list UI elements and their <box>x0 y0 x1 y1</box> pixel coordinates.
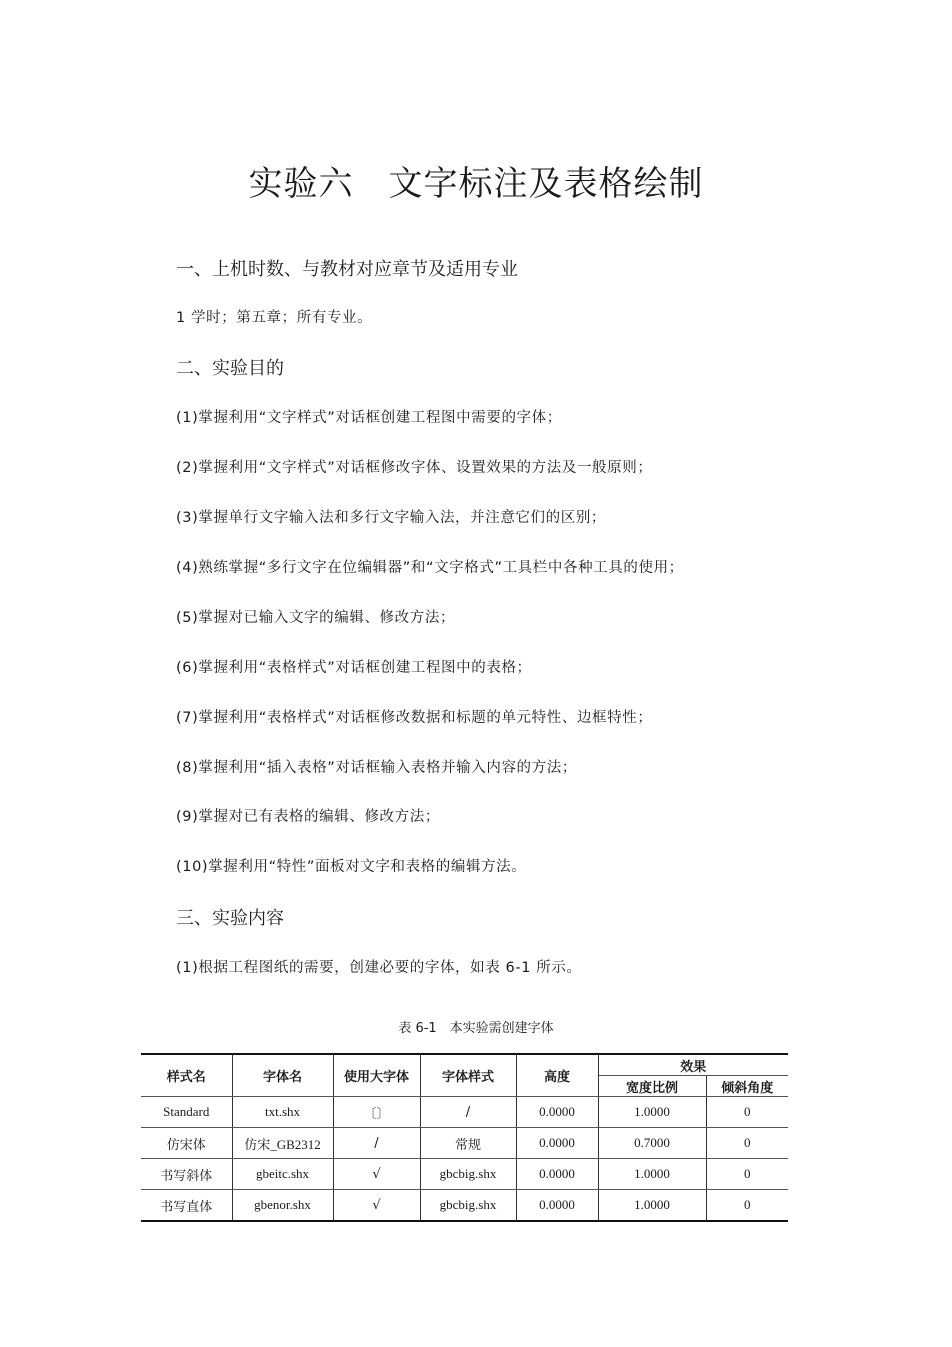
cell-style-name: Standard <box>141 1097 232 1128</box>
cell-big-font: √ <box>333 1159 420 1190</box>
cell-height: 0.0000 <box>516 1097 598 1128</box>
cell-style-name: 书写直体 <box>141 1190 232 1222</box>
cell-oblique-angle: 0 <box>706 1190 788 1222</box>
header-effect: 效果 <box>598 1054 788 1076</box>
objective-item: (1)掌握利用“文字样式”对话框创建工程图中需要的字体； <box>176 410 562 426</box>
table-row <box>141 1159 788 1190</box>
cell-width-factor: 1.0000 <box>598 1097 706 1128</box>
cell-width-factor: 0.7000 <box>598 1128 706 1159</box>
section-heading-hours: 一、上机时数、与教材对应章节及适用专业 <box>176 259 518 280</box>
cell-oblique-angle: 0 <box>706 1128 788 1159</box>
objective-item: (8)掌握利用“插入表格”对话框输入表格并输入内容的方法； <box>176 760 577 776</box>
header-font-style: 字体样式 <box>420 1054 516 1097</box>
cell-font-name: gbenor.shx <box>232 1190 333 1222</box>
cell-big-font: √ <box>333 1190 420 1222</box>
cell-height: 0.0000 <box>516 1159 598 1190</box>
cell-height: 0.0000 <box>516 1190 598 1222</box>
header-style-name: 样式名 <box>141 1054 232 1097</box>
cell-height: 0.0000 <box>516 1128 598 1159</box>
cell-font-name: txt.shx <box>232 1097 333 1128</box>
cell-font-name: gbeitc.shx <box>232 1159 333 1190</box>
objective-item: (7)掌握利用“表格样式”对话框修改数据和标题的单元特性、边框特性； <box>176 710 653 726</box>
cell-width-factor: 1.0000 <box>598 1159 706 1190</box>
header-oblique-angle: 倾斜角度 <box>706 1076 788 1097</box>
content-text: (1)根据工程图纸的需要，创建必要的字体，如表 6-1 所示。 <box>176 960 582 976</box>
section-heading-content: 三、实验内容 <box>176 908 284 929</box>
cell-font-style: gbcbig.shx <box>420 1190 516 1222</box>
page-title: 实验六 文字标注及表格绘制 <box>248 164 704 204</box>
table-row <box>141 1190 788 1222</box>
objective-item: (5)掌握对已输入文字的编辑、修改方法； <box>176 610 456 626</box>
header-height: 高度 <box>516 1054 598 1097</box>
objective-item: (10)掌握利用“特性”面板对文字和表格的编辑方法。 <box>176 859 527 875</box>
cell-big-font: / <box>333 1128 420 1159</box>
objective-item: (4)熟练掌握“多行文字在位编辑器”和“文字格式”工具栏中各种工具的使用； <box>176 560 684 576</box>
cell-oblique-angle: 0 <box>706 1159 788 1190</box>
cell-font-style: / <box>420 1097 516 1128</box>
objective-item: (2)掌握利用“文字样式”对话框修改字体、设置效果的方法及一般原则； <box>176 460 653 476</box>
table-caption: 表 6-1 本实验需创建字体 <box>398 1021 554 1036</box>
cell-style-name: 书写斜体 <box>141 1159 232 1190</box>
cell-big-font: 〔〕 <box>333 1097 420 1128</box>
cell-oblique-angle: 0 <box>706 1097 788 1128</box>
cell-style-name: 仿宋体 <box>141 1128 232 1159</box>
header-big-font: 使用大字体 <box>333 1054 420 1097</box>
table-row <box>141 1097 788 1128</box>
cell-font-style: 常规 <box>420 1128 516 1159</box>
cell-font-style: gbcbig.shx <box>420 1159 516 1190</box>
font-style-table <box>141 1053 788 1222</box>
section-heading-objectives: 二、实验目的 <box>176 358 284 379</box>
cell-font-name: 仿宋_GB2312 <box>232 1128 333 1159</box>
objective-item: (3)掌握单行文字输入法和多行文字输入法，并注意它们的区别； <box>176 510 607 526</box>
header-width-factor: 宽度比例 <box>598 1076 706 1097</box>
table-row <box>141 1128 788 1159</box>
cell-width-factor: 1.0000 <box>598 1190 706 1222</box>
table-header-row <box>141 1054 788 1076</box>
header-font-name: 字体名 <box>232 1054 333 1097</box>
objective-item: (6)掌握利用“表格样式”对话框创建工程图中的表格； <box>176 660 532 676</box>
objective-item: (9)掌握对已有表格的编辑、修改方法； <box>176 809 440 825</box>
hours-text: 1 学时；第五章；所有专业。 <box>176 310 373 326</box>
